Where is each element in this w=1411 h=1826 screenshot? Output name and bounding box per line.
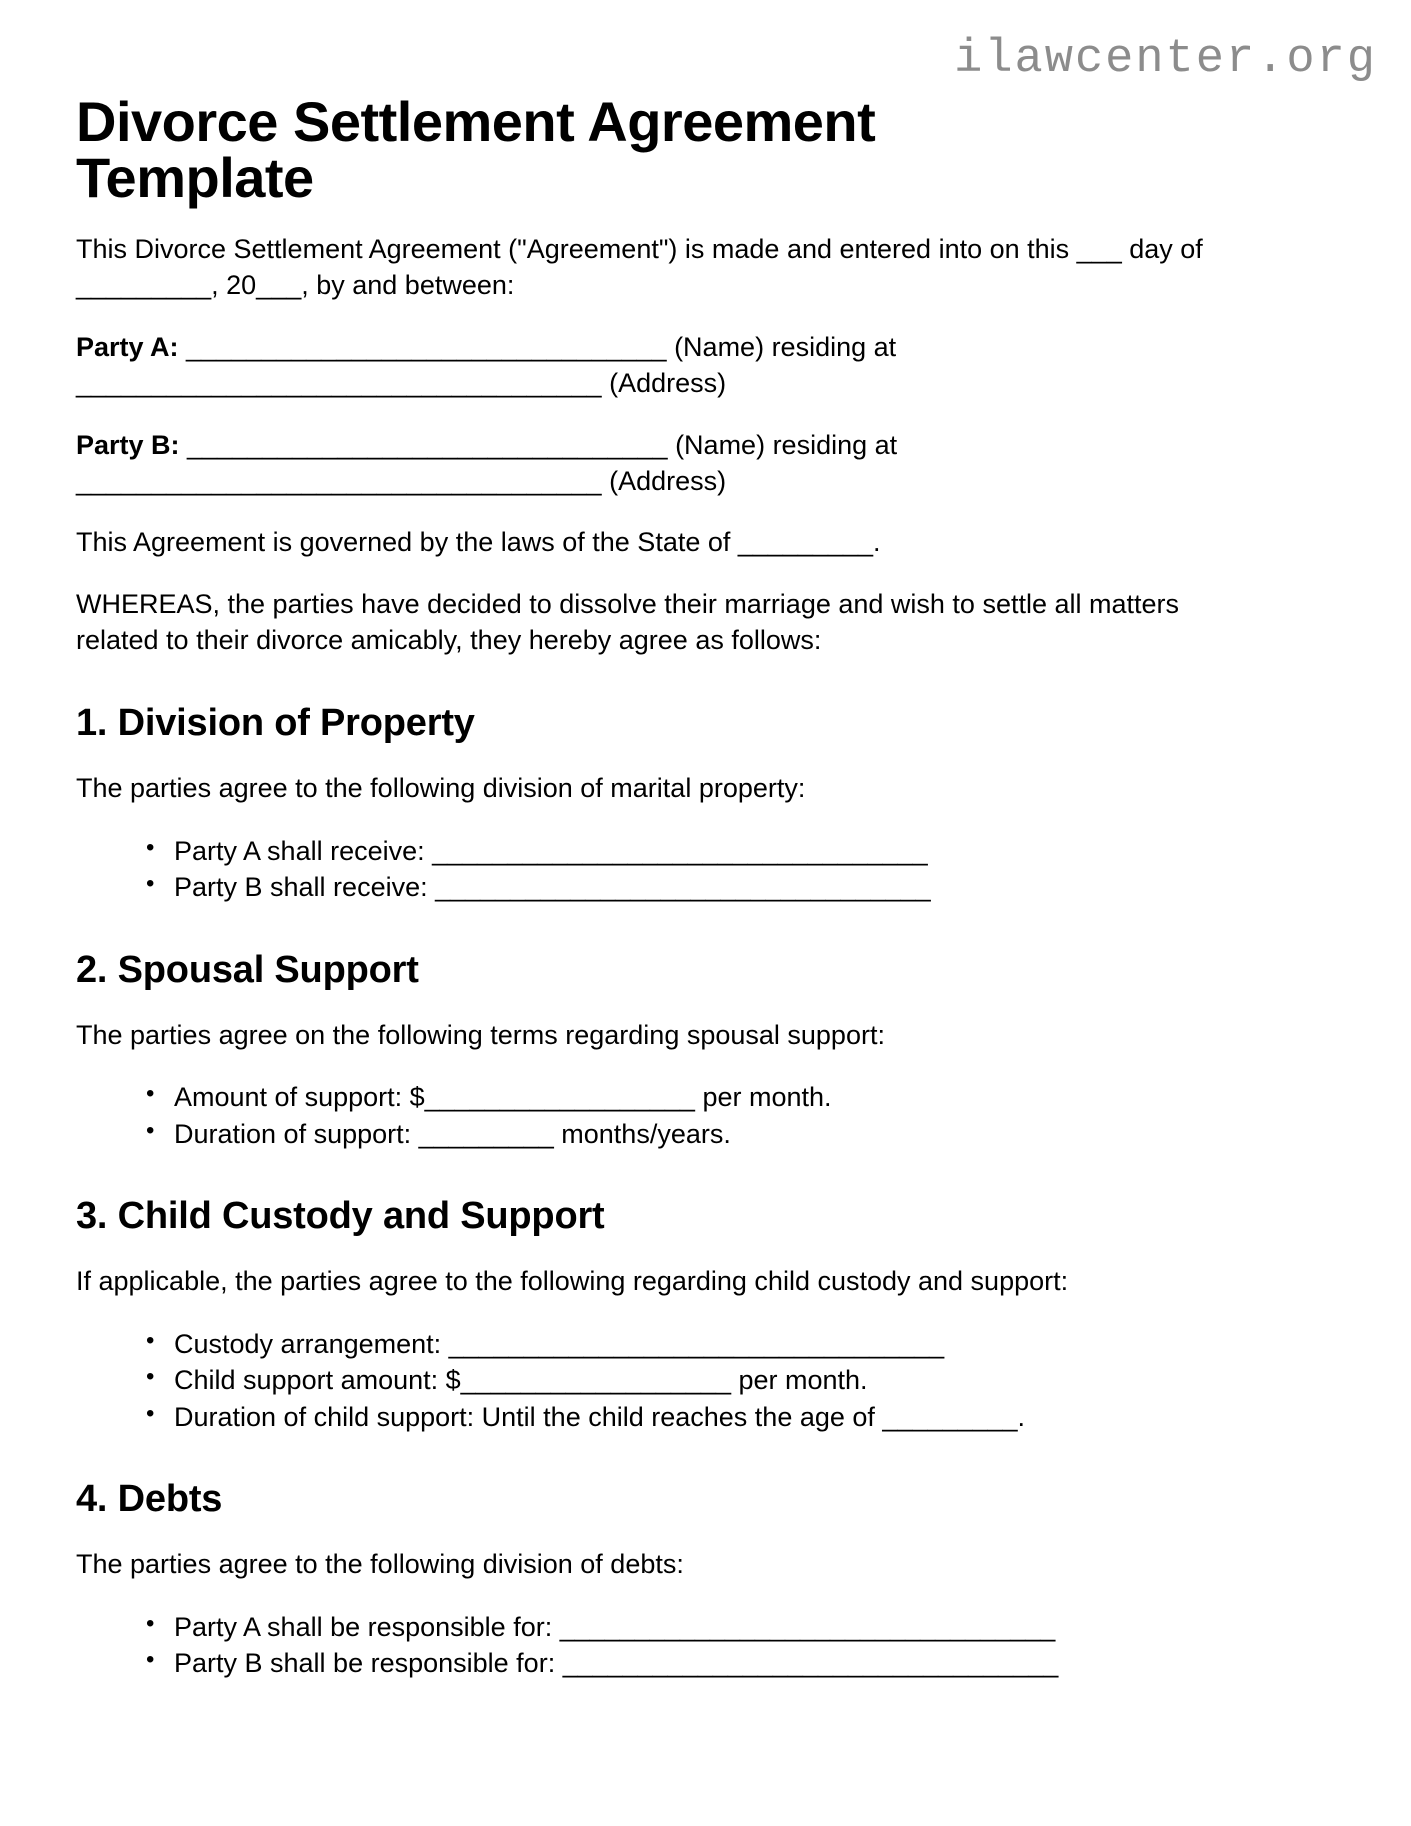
party-a-label: Party A:: [76, 331, 179, 362]
party-b-name-blank: ________________________________: [179, 429, 676, 460]
list-item: • Child support amount: $__________________ per month.: [146, 1362, 1341, 1398]
list-item: • Custody arrangement: _________________________________: [146, 1326, 1341, 1362]
party-b-address-tag: (Address): [609, 465, 727, 496]
section-intro-2: The parties agree on the following terms regarding spousal support:: [76, 1019, 885, 1050]
section-heading-1: 1. Division of Property: [76, 702, 475, 745]
party-a-name-tag: (Name) residing at: [674, 331, 897, 362]
section-bullets-2: [76, 1079, 1341, 1152]
section-intro-3: If applicable, the parties agree to the following regarding child custody and support:: [76, 1266, 1069, 1297]
list-item: • Amount of support: $__________________ per month.: [146, 1079, 1341, 1115]
list-item: • Duration of child support: Until the child reaches the age of _________.: [146, 1399, 1341, 1435]
list-item: • Party B shall be responsible for: _________________________________: [146, 1645, 1341, 1681]
party-a-name-blank: ________________________________: [178, 331, 675, 362]
section-bullets-4: [76, 1609, 1341, 1682]
section-intro-4: The parties agree to the following division of debts:: [76, 1549, 684, 1580]
section-heading-2: 2. Spousal Support: [76, 948, 419, 991]
intro-paragraph: This Divorce Settlement Agreement ("Agreement") is made and entered into on this ___ day of _________, 20___, by and between:: [76, 234, 1203, 300]
list-item: • Duration of support: _________ months/years.: [146, 1116, 1341, 1152]
party-b-name-tag: (Name) residing at: [675, 429, 898, 460]
party-b-label: Party B:: [76, 429, 180, 460]
list-item: • Party A shall receive: _________________________________: [146, 833, 1341, 869]
whereas-paragraph: WHEREAS, the parties have decided to dissolve their marriage and wish to settle all matters related to their divorce amicably, they hereby agree as follows:: [76, 589, 1180, 656]
list-item: • Party A shall be responsible for: _________________________________: [146, 1609, 1341, 1645]
page-title: Divorce Settlement Agreement Template: [76, 90, 876, 209]
party-a-address-blank: ___________________________________: [76, 367, 610, 398]
party-a-block: [76, 330, 1256, 402]
party-b-block: [76, 428, 1256, 500]
governing-law-paragraph: This Agreement is governed by the laws of the State of _________.: [76, 527, 881, 558]
section-heading-3: 3. Child Custody and Support: [76, 1195, 605, 1238]
party-b-address-blank: ___________________________________: [76, 465, 610, 496]
party-a-address-tag: (Address): [609, 367, 727, 398]
section-bullets-3: [76, 1326, 1341, 1435]
document-body: [76, 90, 1341, 1682]
section-heading-4: 4. Debts: [76, 1478, 223, 1521]
site-watermark: ilawcenter.org: [954, 33, 1377, 86]
section-intro-1: The parties agree to the following division of marital property:: [76, 772, 806, 803]
section-bullets-1: [76, 833, 1341, 906]
list-item: • Party B shall receive: _________________________________: [146, 869, 1341, 905]
